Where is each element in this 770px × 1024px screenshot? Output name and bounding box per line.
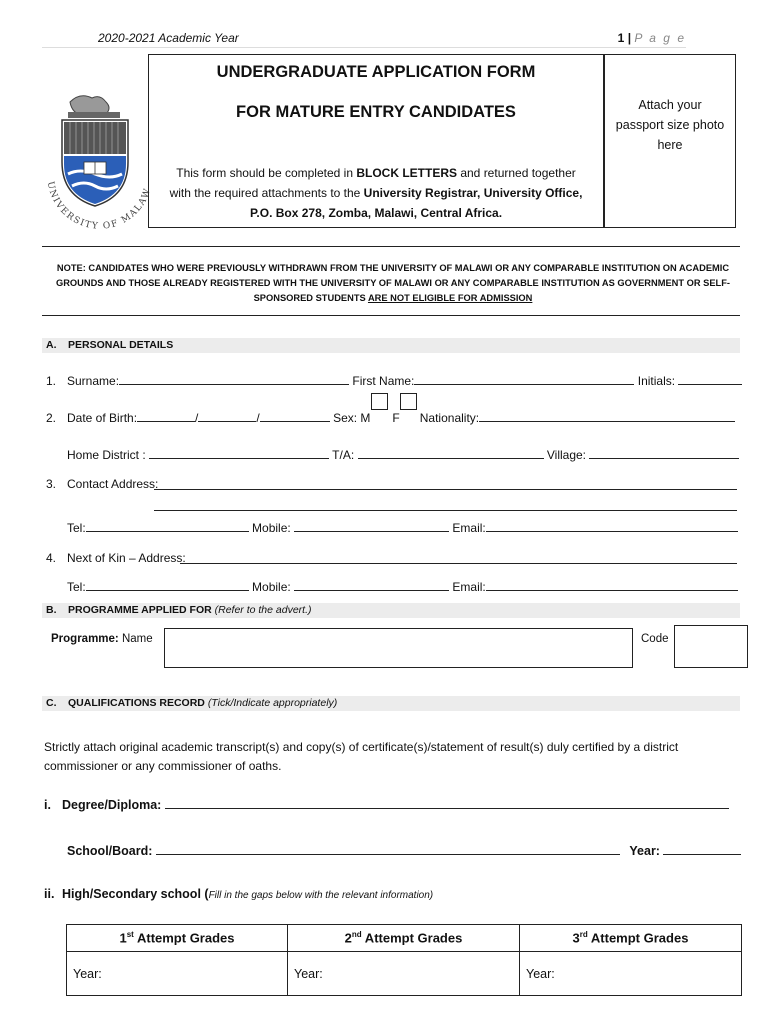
contact-address-row: 3. Contact Address:	[46, 477, 159, 491]
eligibility-note: NOTE: CANDIDATES WHO WERE PREVIOUSLY WITHDRAWN FROM THE UNIVERSITY OF MALAWI OR ANY COMPARABLE INSTITUTION ON ACADEMIC GROUNDS AND THOSE ALREADY REGISTERED WITH THE UNIVERSITY OF MALAWI OR ANY COMPARABLE INSTITUTION AS GOVERNMENT OR SELF-SPONSORED STUDENTS ARE NOT ELIGIBLE FOR ADMISSION	[55, 263, 731, 303]
dob-month-input[interactable]	[198, 411, 256, 422]
initials-input[interactable]	[678, 374, 742, 385]
grades-header-2: 2nd Attempt Grades	[288, 925, 520, 952]
degree-input[interactable]	[165, 798, 729, 809]
village-input[interactable]	[589, 448, 739, 459]
programme-label: Programme: Name	[51, 633, 153, 645]
header-divider	[42, 47, 686, 48]
next-of-kin-phone-row: Tel: Mobile: Email:	[67, 580, 738, 594]
mobile-input[interactable]	[294, 521, 449, 532]
code-label: Code	[641, 633, 669, 645]
section-c-header: C. QUALIFICATIONS RECORD (Tick/Indicate appropriately)	[42, 696, 740, 711]
sex-female-checkbox[interactable]	[400, 393, 417, 410]
kin-tel-input[interactable]	[86, 580, 249, 591]
kin-email-input[interactable]	[486, 580, 738, 591]
title-box	[148, 54, 604, 228]
programme-name-input[interactable]	[164, 628, 633, 668]
grades-header-3: 3rd Attempt Grades	[520, 925, 742, 952]
dob-year-input[interactable]	[260, 411, 330, 422]
dob-row: 2. Date of Birth: / / Sex: M F Nationality:	[46, 411, 735, 425]
passport-photo-box[interactable]	[604, 54, 736, 228]
degree-year-input[interactable]	[663, 844, 741, 855]
sex-male-checkbox[interactable]	[371, 393, 388, 410]
form-title: UNDERGRADUATE APPLICATION FORM	[216, 63, 536, 81]
contact-address-input-line2[interactable]	[154, 510, 737, 511]
home-district-row: Home District : T/A: Village:	[67, 448, 739, 462]
dob-day-input[interactable]	[137, 411, 195, 422]
contact-phone-row: Tel: Mobile: Email:	[67, 521, 738, 535]
divider	[42, 246, 740, 247]
grades-year-3[interactable]: Year:	[520, 952, 742, 996]
kin-mobile-input[interactable]	[294, 580, 449, 591]
tel-input[interactable]	[86, 521, 249, 532]
grades-table	[66, 924, 742, 996]
qualifications-instruction: Strictly attach original academic transcript(s) and copy(s) of certificate(s)/statement of result(s) duly certified by a district commissioner or any commissioner of oaths.	[44, 740, 679, 773]
grades-year-2[interactable]: Year:	[288, 952, 520, 996]
academic-year: 2020-2021 Academic Year	[98, 31, 239, 45]
divider	[42, 315, 740, 316]
page-indicator: 1 | P a g e	[617, 31, 686, 45]
degree-row: i. Degree/Diploma:	[44, 798, 729, 812]
contact-address-input[interactable]	[154, 489, 737, 490]
first-name-input[interactable]	[414, 374, 634, 385]
surname-input[interactable]	[119, 374, 349, 385]
grades-year-1[interactable]: Year:	[67, 952, 288, 996]
programme-code-input[interactable]	[674, 625, 748, 668]
ta-input[interactable]	[358, 448, 544, 459]
email-input[interactable]	[486, 521, 738, 532]
school-board-row: School/Board: Year:	[67, 844, 741, 858]
nationality-input[interactable]	[479, 411, 735, 422]
home-district-input[interactable]	[149, 448, 329, 459]
grades-header-1: 1st Attempt Grades	[67, 925, 288, 952]
surname-row: 1. Surname: First Name: Initials:	[46, 374, 742, 388]
photo-instructions: Attach your passport size photo here	[615, 98, 725, 152]
page-label: P a g e	[634, 31, 686, 45]
section-a-header: A. PERSONAL DETAILS	[42, 338, 740, 353]
school-board-input[interactable]	[156, 844, 620, 855]
form-subtitle: FOR MATURE ENTRY CANDIDATES	[236, 103, 516, 121]
next-of-kin-address-input[interactable]	[180, 563, 737, 564]
high-school-row: ii. High/Secondary school (Fill in the gaps below with the relevant information)	[44, 887, 434, 901]
logo-text: UNIVERSITY OF MALA	[44, 180, 150, 232]
next-of-kin-row: 4. Next of Kin – Address:	[46, 551, 186, 565]
section-b-header: B. PROGRAMME APPLIED FOR (Refer to the advert.)	[42, 603, 740, 618]
form-instructions: This form should be completed in BLOCK LETTERS and returned together with the required attachments to the University Registrar, University Office, P.O. Box 278, Zomba, Malawi, Central Africa.	[169, 166, 583, 220]
university-logo	[40, 92, 152, 238]
page-number: 1	[617, 31, 625, 45]
